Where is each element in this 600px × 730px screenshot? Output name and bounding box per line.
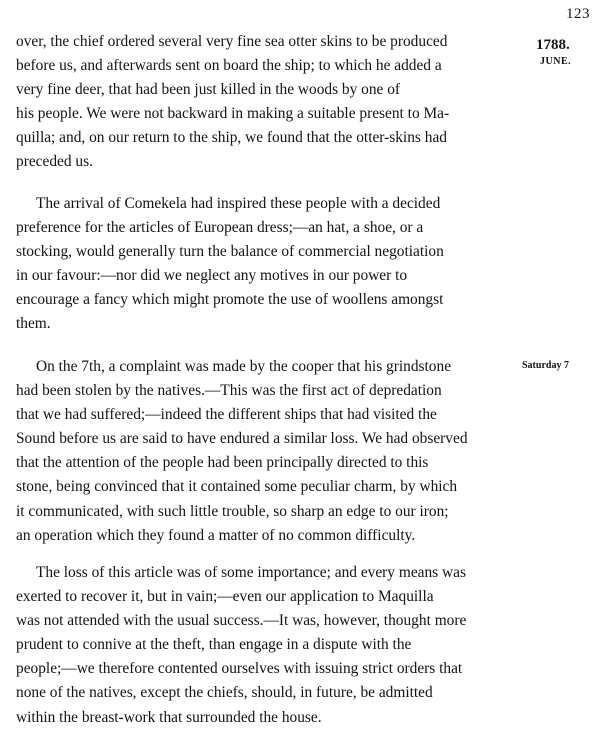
text-line: within the breast-work that surrounded the house. — [16, 708, 322, 726]
text-line: encourage a fancy which might promote the use of woollens amongst — [16, 291, 444, 309]
margin-note-month: JUNE. — [540, 56, 572, 67]
text-line: over, the chief ordered several very fine sea otter skins to be produced — [16, 33, 448, 50]
text-line: before us, and afterwards sent on board the ship; to which he added a — [16, 57, 442, 75]
text-line: in our favour:—nor did we neglect any motives in our power to — [16, 267, 408, 285]
text-line: was not attended with the usual success.—It was, however, thought more — [16, 612, 467, 630]
paragraph-3 — [16, 355, 512, 548]
text-line: stocking, would generally turn the balance of commercial negotiation — [16, 243, 444, 261]
text-line: The arrival of Comekela had inspired these people with a decided — [36, 195, 441, 212]
text-line: people;—we therefore contented ourselves with issuing strict orders that — [16, 660, 463, 678]
text-line: that the attention of the people had been principally directed to this — [16, 454, 429, 472]
text-line: prudent to connive at the theft, than engage in a dispute with the — [16, 636, 412, 654]
text-line: had been stolen by the natives.—This was the first act of depredation — [16, 382, 442, 400]
text-line: Sound before us are said to have endured a similar loss. We had observed — [16, 430, 468, 448]
margin-note-date: Saturday 7 — [522, 360, 569, 371]
page-number: 123 — [566, 6, 590, 22]
text-line: that we had suffered;—indeed the different ships that had visited the — [16, 406, 437, 424]
text-line: his people. We were not backward in making a suitable present to Ma- — [16, 105, 450, 123]
paragraph-4 — [16, 561, 512, 730]
paragraph-1 — [16, 30, 512, 175]
paragraph-2 — [16, 192, 512, 337]
text-line: preceded us. — [16, 153, 93, 171]
text-line: The loss of this article was of some importance; and every means was — [36, 564, 466, 581]
text-line: quilla; and, on our return to the ship, we found that the otter-skins had — [16, 129, 447, 147]
text-line: exerted to recover it, but in vain;—even our application to Maquilla — [16, 588, 434, 606]
text-line: stone, being convinced that it contained some peculiar charm, by which — [16, 478, 458, 496]
text-line: an operation which they found a matter of no common difficulty. — [16, 526, 416, 544]
text-line: it communicated, with such little trouble, so sharp an edge to our iron; — [16, 502, 449, 520]
text-line: On the 7th, a complaint was made by the cooper that his grindstone — [36, 358, 452, 375]
margin-note-year: 1788. — [536, 37, 570, 53]
text-line: preference for the articles of European dress;—an hat, a shoe, or a — [16, 219, 424, 237]
text-line: none of the natives, except the chiefs, should, in future, be admitted — [16, 684, 433, 702]
text-line: very fine deer, that had been just killed in the woods by one of — [16, 81, 401, 99]
text-line: them. — [16, 315, 51, 333]
